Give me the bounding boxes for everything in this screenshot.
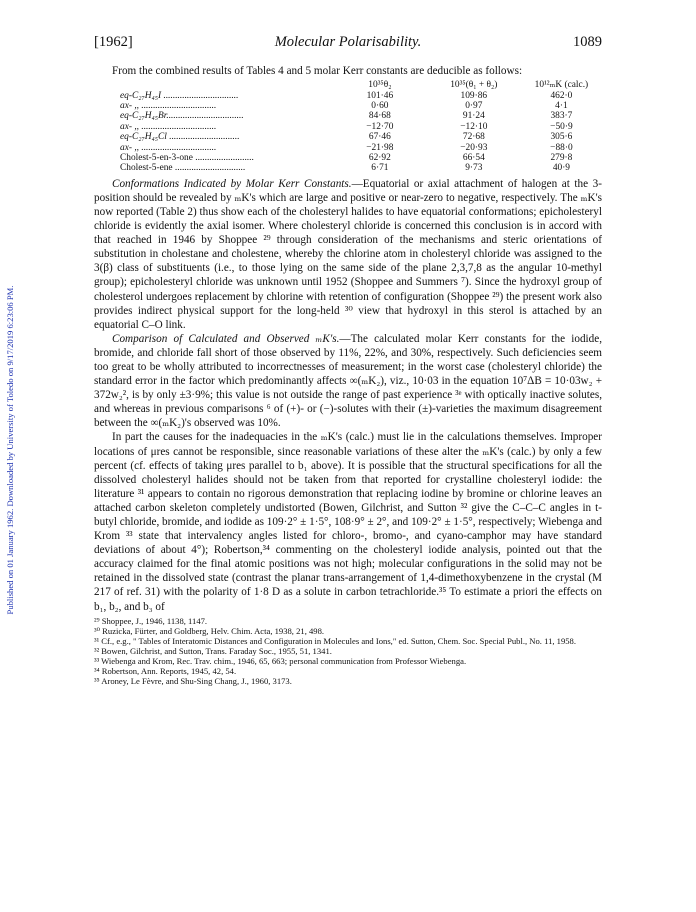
table-row	[94, 101, 602, 111]
footnote: ²⁹ Shoppee, J., 1946, 1138, 1147.	[94, 615, 208, 626]
table-cell: 462·0	[550, 90, 573, 101]
footnote: ³⁴ Robertson, Ann. Reports, 1945, 42, 54.	[94, 665, 237, 676]
inadequacies-paragraph	[94, 430, 602, 613]
table-row	[94, 91, 602, 101]
download-watermark	[4, 170, 16, 730]
table-cell: −88·0	[550, 142, 573, 153]
table-header-row	[94, 80, 602, 90]
conformations-paragraph	[94, 177, 602, 332]
paragraph-text: —The calculated molar Kerr constants for the iodide, bromide, and chloride fall short of those observed by 11%, 22%, and 30%, respectively. Such deficiencies seem too great to be wholly attributed to incorrectnesses of measurement; in the worst case (cholesteryl chloride) the standard error in the factor which predominantly affects ∞(ₘK₂), viz., 10·03 in the equation 10⁷ΔB = 10·03w₂ + 372w₂², is by only ±3·9%; this value is not outside the range of past experience ³ᵉ with optically inactive solutes, and whereas in previous comparisons ⁶ of (+)- or (−)-solutes with their (±)-varieties the maximum disagreement between the ∞(ₘK₂)'s observed was 10%.	[94, 332, 603, 430]
footnote: ³¹ Cf., e.g., " Tables of Interatomic Distances and Configuration in Molecules and Ions," ed. Sutton, Chem. Soc. Special Publ., No. 11, 1958.	[94, 635, 577, 646]
table-cell: 62·92	[368, 152, 391, 163]
table-cell: 109·86	[460, 90, 488, 101]
table-cell: 0·60	[371, 100, 389, 111]
kerr-constants-table	[94, 80, 602, 174]
intro-paragraph: From the combined results of Tables 4 and 5 molar Kerr constants are deducible as follows:	[112, 65, 523, 77]
article-body	[94, 64, 602, 686]
header-title: Molecular Polarisability.	[274, 34, 422, 50]
table-row	[94, 143, 602, 153]
compound-label: ax- ,, ................................	[120, 142, 217, 153]
table-cell: 279·8	[550, 152, 573, 163]
footnote: ³³ Wiebenga and Krom, Rec. Trav. chim., 1946, 65, 663; personal communication from Professor Wiebenga.	[94, 655, 467, 666]
table-cell: 305·6	[550, 132, 573, 143]
footnote: ³⁵ Aroney, Le Fèvre, and Shu-Sing Chang, J., 1960, 3173.	[94, 675, 292, 686]
table-cell: 4·1	[555, 100, 568, 111]
table-cell: −20·93	[460, 142, 488, 153]
table-cell: −50·9	[550, 121, 573, 132]
table-row	[94, 111, 602, 121]
table-cell: 6·71	[371, 163, 389, 174]
table-cell: −12·10	[460, 121, 488, 132]
compound-label: eq-C₂₇H₄₅I ................................	[120, 90, 239, 101]
section-heading: Comparison of Calculated and Observed ₘK's.	[112, 332, 340, 345]
table-cell: 66·54	[462, 152, 485, 163]
page-number: 1089	[573, 34, 602, 50]
table-header-cell: 10³⁵θ₂	[368, 80, 392, 91]
table-cell: 84·68	[368, 111, 391, 122]
table-row	[94, 122, 602, 132]
compound-label: eq-C₂₇H₄₅Cl ..............................	[120, 132, 240, 143]
table-cell: 91·24	[462, 111, 485, 122]
section-heading: Conformations Indicated by Molar Kerr Constants.	[112, 177, 352, 190]
compound-label: Cholest-5-en-3-one .........................	[120, 152, 254, 163]
table-cell: 67·46	[368, 132, 391, 143]
compound-label: Cholest-5-ene ..............................	[120, 163, 246, 174]
comparison-paragraph	[94, 332, 602, 431]
header-year: [1962]	[94, 34, 133, 50]
table-cell: −12·70	[366, 121, 394, 132]
table-cell: 72·68	[462, 132, 485, 143]
table-row	[94, 153, 602, 163]
table-row	[94, 132, 602, 142]
paragraph-text: In part the causes for the inadequacies in the ₘK's (calc.) must lie in the calculations themselves. Improper locations of μres cannot be responsible, since reasonable variations of these alter the ₘK's (calc.) by only a few percent (cf. effects of taking μres parallel to b₁ above). It is possible that the structural specifications for all the dissolved cholesteryl halides should not be taken from that reported for crystalline cholesteryl iodide: the literature ³¹ appears to contain no rigorous demonstration that replacing iodine by bromine or chlorine leaves an attached carbon skeleton completely undistorted (Bowen, Gilchrist, and Sutton ³² give the C–C–C angles in t-butyl chloride, bromide, and iodide as 109·2° ± 1·5°, 108·9° ± 2°, and 109·2° ± 1·5°, respectively; Wiebenga and Krom ³³ state that intervalency angles listed for chloro-, bromo-, and cyano-camphor may have standard deviations of about 4°); Robertson,³⁴ commenting on the cholesteryl iodide analysis, pointed out that the accuracy claimed for the final atomic positions was not high; molecular configurations in the solid may not be retained in the dissolved state (contrast the planar trans-arrangement of 1,4-dimethoxybenzene in the crystal (M 217 of ref. 31) with the polarity of 1·8 D as a solute in carbon tetrachloride.³⁵ To estimate a priori the effects on b₁, b₂, and b₃ of	[94, 431, 602, 613]
footnotes	[94, 616, 602, 686]
running-header	[94, 34, 602, 52]
table-cell: 40·9	[552, 163, 570, 174]
table-cell: 9·73	[465, 163, 483, 174]
footnote: ³⁰ Ruzicka, Fürter, and Goldberg, Helv. Chim. Acta, 1938, 21, 498.	[94, 625, 325, 636]
table-cell: −21·98	[366, 142, 394, 153]
table-cell: 383·7	[550, 111, 573, 122]
compound-label: eq-C₂₇H₄₅Br.................................	[120, 111, 244, 122]
paragraph-text: —Equatorial or axial attachment of halogen at the 3-position should be revealed by ₘK's which are large and positive or near-zero to negative, respectively. The ₘK's now reported (Table 2) thus show each of the cholesteryl halides to have equatorial conformations; epicholesteryl chloride is evidently the axial isomer. Where cholesteryl chloride is concerned this conclusion is in accord with that reached in 1946 by Shoppee ²⁹ through consideration of the mechanisms and steric orientations of substitution in cholestane and cholestene, whereby the chlorine atom in cholesteryl chloride was assigned to the 3(β) class of substituents (i.e., to those lying on the same side of the plane 2,3,7,8 as the angular 10-methyl group); epicholesteryl chloride was unknown until 1952 (Shoppee and Summers ⁷). Since the hydroxyl group of cholesterol undergoes replacement by chlorine with retention of configuration (Shoppee ²⁹) the present work also provides indirect physical support for the long-held ³⁰ view that hydroxyl in this sterol is attached by an equatorial C–O link.	[94, 177, 602, 331]
table-cell: 0·97	[465, 100, 483, 111]
table-cell: 101·46	[366, 90, 394, 101]
table-row	[94, 163, 602, 173]
table-header-cell: 10³⁵(θ₁ + θ₂)	[450, 80, 498, 91]
download-watermark-text: Published on 01 January 1962. Downloaded by University of Toledo on 9/17/2019 6:23:06 PM.	[5, 285, 15, 615]
compound-label: ax- ,, ................................	[120, 121, 217, 132]
compound-label: ax- ,, ................................	[120, 100, 217, 111]
footnote: ³² Bowen, Gilchrist, and Sutton, Trans. Faraday Soc., 1955, 51, 1341.	[94, 645, 332, 656]
table-header-cell	[94, 80, 333, 90]
table-header-cell: 10¹²ₘK (calc.)	[534, 80, 589, 91]
